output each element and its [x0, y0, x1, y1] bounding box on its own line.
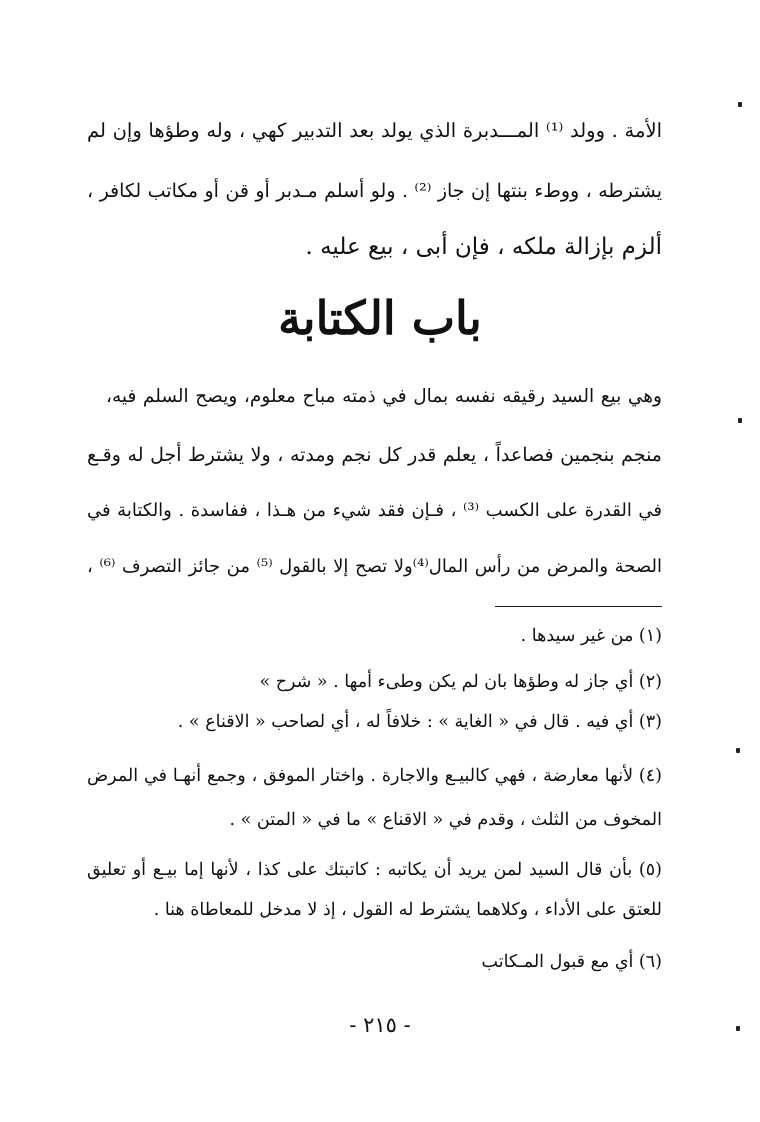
scan-speck: [738, 418, 742, 423]
scan-speck: [738, 102, 742, 107]
footnote-5-line-1: (٥) بأن قال السيد لمن يريد أن يكاتبه : كاتبتك على كذا ، لأنها إما بيـع أو تعليق: [87, 860, 662, 880]
body-line-1: الأمة . وولد ⁽¹⁾ المـــدبرة الذي يولد بعد التدبير كهي ، وله وطؤها وإن لم: [87, 119, 662, 142]
footnote-5-line-2: للعتق على الأداء ، وكلاهما يشترط له القول ، إذ لا مدخل للمعاطاة هنا .: [153, 900, 662, 920]
chapter-heading: باب الكتابة: [278, 291, 482, 345]
body-line-5: منجم بنجمين فصاعداً ، يعلم قدر كل نجم ومدته ، ولا يشترط أجل له وقـع: [87, 444, 662, 466]
footnote-4-line-1: (٤) لأنها معارضة ، فهي كالبيـع والاجارة . واختار الموفق ، وجمع أنهـا في المرض: [87, 766, 662, 786]
body-line-6: في القدرة على الكسب ⁽³⁾ ، فـإن فقد شيء من هـذا ، ففاسدة . والكتابة في: [87, 500, 662, 521]
footnote-2: (٢) أي جاز له وطؤها بان لم يكن وطىء أمها . « شرح »: [259, 672, 662, 692]
body-line-2: يشترطه ، ووطء بنتها إن جاز ⁽²⁾ . ولو أسلم مـدبر أو قن أو مكاتب لكافر ،: [87, 180, 662, 202]
body-line-7: الصحة والمرض من رأس المال⁽⁴⁾ولا تصح إلا بالقول ⁽⁵⁾ من جائز التصرف ⁽⁶⁾ ،: [87, 556, 662, 577]
footnote-4-line-2: المخوف من الثلث ، وقدم في « الاقناع » ما في « المتن » .: [229, 810, 662, 830]
footnote-3: (٣) أي فيه . قال في « الغاية » : خلافاً له ، أي لصاحب « الاقناع » .: [177, 712, 662, 732]
scan-speck: [736, 748, 740, 753]
page-number: - ٢١٥ -: [349, 1013, 411, 1037]
body-line-4: وهي بيع السيد رقيقه نفسه بمال في ذمته مباح معلوم، ويصح السلم فيه،: [106, 386, 662, 407]
scan-speck: [736, 1026, 740, 1031]
footnote-separator: [495, 606, 662, 607]
footnote-6: (٦) أي مع قبول المـكاتب: [481, 952, 662, 972]
footnote-1: (١) من غير سيدها .: [520, 626, 662, 646]
body-line-3: ألزم بإزالة ملكه ، فإن أبى ، بيع عليه .: [305, 234, 662, 260]
